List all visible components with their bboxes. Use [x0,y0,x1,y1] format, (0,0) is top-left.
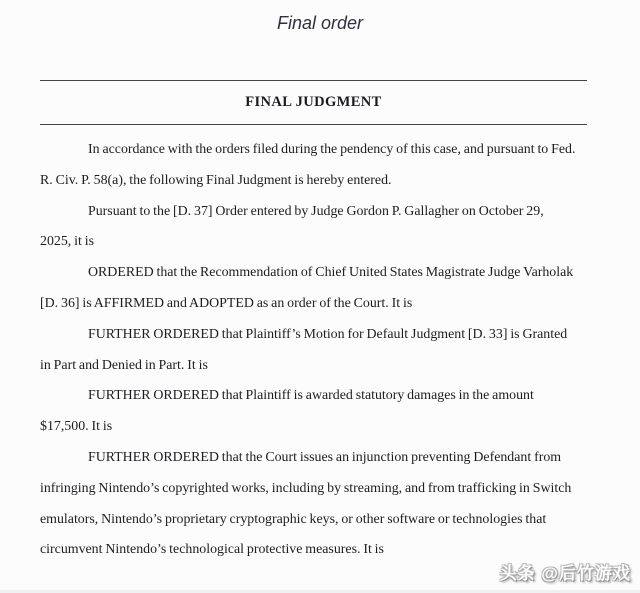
doc-paragraph-intro: In accordance with the orders filed during the pendency of this case, and pursuant to Fed. R. Civ. P. 58(a), the following Final Judgment is hereby entered. [40,142,576,188]
doc-paragraph-ordered-recommendation: ORDERED that the Recommendation of Chief United States Magistrate Judge Varholak [D. 36] is AFFIRMED and ADOPTED as an order of the Court. It is [40,265,574,311]
document-body [40,135,577,566]
toutiao-watermark: 头条 @后竹游戏 [499,564,631,583]
page-title: Final order [276,13,364,33]
doc-paragraph-injunction: FURTHER ORDERED that the Court issues an injunction preventing Defendant from infringing Nintendo’s copyrighted works, including by streaming, and from trafficking in Switch emulators, Nintendo’s proprietary cryptographic keys, or other software or technologies that circumvent Nintendo’s technological protective measures. It is [40,449,572,558]
top-rule-divider [40,80,587,81]
doc-paragraph-default-judgment: FURTHER ORDERED that Plaintiff’s Motion for Default Judgment [D. 33] is Granted in Part and Denied in Part. It is [40,326,568,373]
document-page [40,80,587,566]
doc-paragraph-statutory-damages: FURTHER ORDERED that Plaintiff is awarded statutory damages in the amount $17,500. It is [40,388,534,435]
document-heading: FINAL JUDGMENT [245,94,382,110]
bottom-rule-divider [40,124,587,125]
doc-paragraph-pursuant-order: Pursuant to the [D. 37] Order entered by Judge Gordon P. Gallagher on October 29, 2025, it is [40,203,544,250]
